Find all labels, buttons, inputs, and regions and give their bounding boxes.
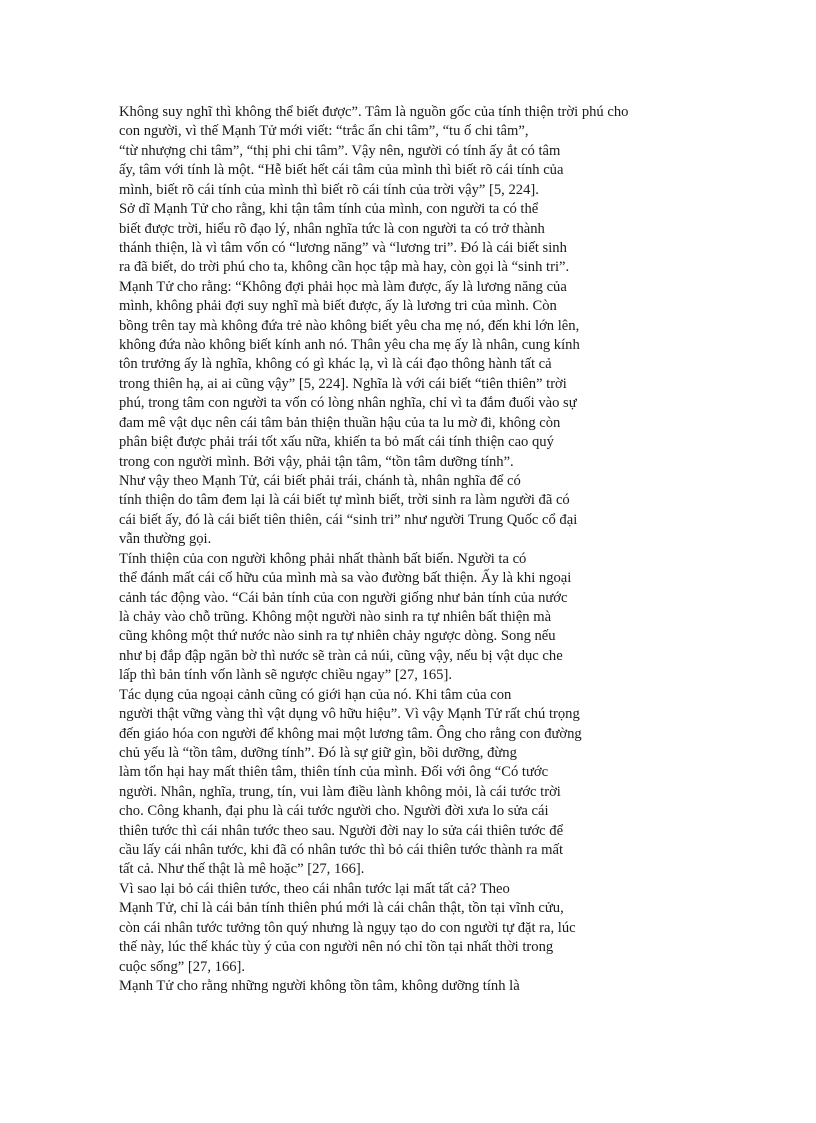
text-line: mình, không phải đợi suy nghĩ mà biết được, ấy là lương tri của mình. Còn xyxy=(119,298,557,315)
text-line: Như vậy theo Mạnh Tử, cái biết phải trái, chánh tà, nhân nghĩa để có xyxy=(119,473,521,490)
text-line: Không suy nghĩ thì không thể biết được”. Tâm là nguồn gốc của tính thiện trời phú cho xyxy=(119,104,629,120)
text-line: là chảy vào chỗ trũng. Không một người nào sinh ra tự nhiên bất thiện mà xyxy=(119,608,552,625)
text-line: cuộc sống” [27, 166]. xyxy=(119,958,246,975)
text-line: cảnh tác động vào. “Cái bản tính của con người giống như bản tính của nước xyxy=(119,589,568,606)
text-line: cầu lấy cái nhân tước, khi đã có nhân tước thì bỏ cái thiên tước thành ra mất xyxy=(119,842,564,859)
body-text xyxy=(119,103,699,996)
text-line: bồng trên tay mà không đứa trẻ nào không biết yêu cha mẹ nó, đến khi lớn lên, xyxy=(119,317,580,334)
text-line: ấy, tâm với tính là một. “Hễ biết hết cái tâm của mình thì biết rõ cái tính của xyxy=(119,162,564,179)
text-line: tất cả. Như thế thật là mê hoặc” [27, 166]. xyxy=(119,861,365,878)
text-line: không đứa nào không biết kính anh nó. Thân yêu cha mẹ ấy là nhân, cung kính xyxy=(119,337,580,354)
text-line: còn cái nhân tước tưởng tôn quý nhưng là ngụy tạo do con người tự đặt ra, lúc xyxy=(119,919,576,936)
text-line: vẫn thường gọi. xyxy=(119,531,212,548)
text-line: ra đã biết, do trời phú cho ta, không cần học tập mà hay, còn gọi là “sinh tri”. xyxy=(119,259,570,276)
text-line: trong con người mình. Bởi vậy, phải tận tâm, “tồn tâm dưỡng tính”. xyxy=(119,453,514,470)
text-line: cũng không một thứ nước nào sinh ra tự nhiên chảy ngược dòng. Song nếu xyxy=(119,628,556,645)
text-line: tôn trưởng ấy là nghĩa, không có gì khác lạ, vì là cái đạo thông hành tất cả xyxy=(119,356,552,373)
text-line: thể đánh mất cái cố hữu của mình mà sa vào đường bất thiện. Ấy là khi ngoại xyxy=(119,570,572,587)
text-line: con người, vì thế Mạnh Tử mới viết: “trắc ẩn chi tâm”, “tu ố chi tâm”, xyxy=(119,123,529,140)
text-line: Mạnh Tử cho rằng những người không tồn tâm, không dưỡng tính là xyxy=(119,977,520,994)
text-line: tính thiện do tâm đem lại là cái biết tự mình biết, trời sinh ra làm người đã có xyxy=(119,492,570,509)
text-line: trong thiên hạ, ai ai cũng vậy” [5, 224]. Nghĩa là với cái biết “tiên thiên” trời xyxy=(119,375,567,392)
text-line: thánh thiện, là vì tâm vốn có “lương năng” và “lương tri”. Đó là cái biết sinh xyxy=(119,239,567,256)
text-line: chủ yếu là “tồn tâm, dưỡng tính”. Đó là sự giữ gìn, bồi dưỡng, đừng xyxy=(119,744,517,761)
text-line: thiên tước thì cái nhân tước theo sau. Người đời nay lo sửa cái thiên tước để xyxy=(119,822,564,839)
text-line: Sở dĩ Mạnh Tử cho rằng, khi tận tâm tính của mình, con người ta có thể xyxy=(119,201,539,218)
text-line: Mạnh Tử cho rằng: “Không đợi phải học mà làm được, ấy là lương năng của xyxy=(119,278,567,295)
text-line: Vì sao lại bỏ cái thiên tước, theo cái nhân tước lại mất tất cả? Theo xyxy=(119,880,510,897)
text-line: đến giáo hóa con người để không mai một lương tâm. Ông cho rằng con đường xyxy=(119,725,582,742)
text-line: cái biết ấy, đó là cái biết tiên thiên, cái “sinh tri” như người Trung Quốc cổ đại xyxy=(119,511,578,528)
text-line: Mạnh Tử, chỉ là cái bản tính thiên phú mới là cái chân thật, tồn tại vĩnh cửu, xyxy=(119,900,564,917)
text-line: người thật vững vàng thì vật dụng vô hữu hiệu”. Vì vậy Mạnh Tử rất chú trọng xyxy=(119,706,580,723)
text-line: Tác dụng của ngoại cảnh cũng có giới hạn của nó. Khi tâm của con xyxy=(119,686,512,703)
text-line: mình, biết rõ cái tính của mình thì biết rõ cái tính của trời vậy” [5, 224]. xyxy=(119,181,539,198)
text-line: Tính thiện của con người không phải nhất thành bất biến. Người ta có xyxy=(119,550,527,567)
text-line: biết được trời, hiểu rõ đạo lý, nhân nghĩa tức là con người ta có trở thành xyxy=(119,220,545,237)
text-line: phú, trong tâm con người ta vốn có lòng nhân nghĩa, chỉ vì ta đắm đuối vào sự xyxy=(119,395,577,412)
text-line: như bị đắp đập ngăn bờ thì nước sẽ tràn cả núi, cũng vậy, nếu bị vật dục che xyxy=(119,647,563,664)
text-line: người. Nhân, nghĩa, trung, tín, vui làm điều lành không mỏi, là cái tước trời xyxy=(119,783,561,800)
text-line: lấp thì bản tính vốn lành sẽ ngược chiều ngay” [27, 165]. xyxy=(119,667,452,684)
text-line: thế này, lúc thế khác tùy ý của con người nên nó chỉ tồn tại nhất thời trong xyxy=(119,939,554,956)
text-line: đam mê vật dục nên cái tâm bản thiện thuần hậu của ta lu mờ đi, không còn xyxy=(119,414,561,431)
text-line: cho. Công khanh, đại phu là cái tước người cho. Người đời xưa lo sửa cái xyxy=(119,803,549,820)
text-line: phân biệt được phải trái tốt xấu nữa, khiến ta bỏ mất cái tính thiện cao quý xyxy=(119,434,554,451)
text-line: “từ nhượng chi tâm”, “thị phi chi tâm”. Vậy nên, người có tính ấy ắt có tâm xyxy=(119,142,561,159)
text-line: làm tổn hại hay mất thiên tâm, thiên tính của mình. Đối với ông “Có tước xyxy=(119,764,549,781)
